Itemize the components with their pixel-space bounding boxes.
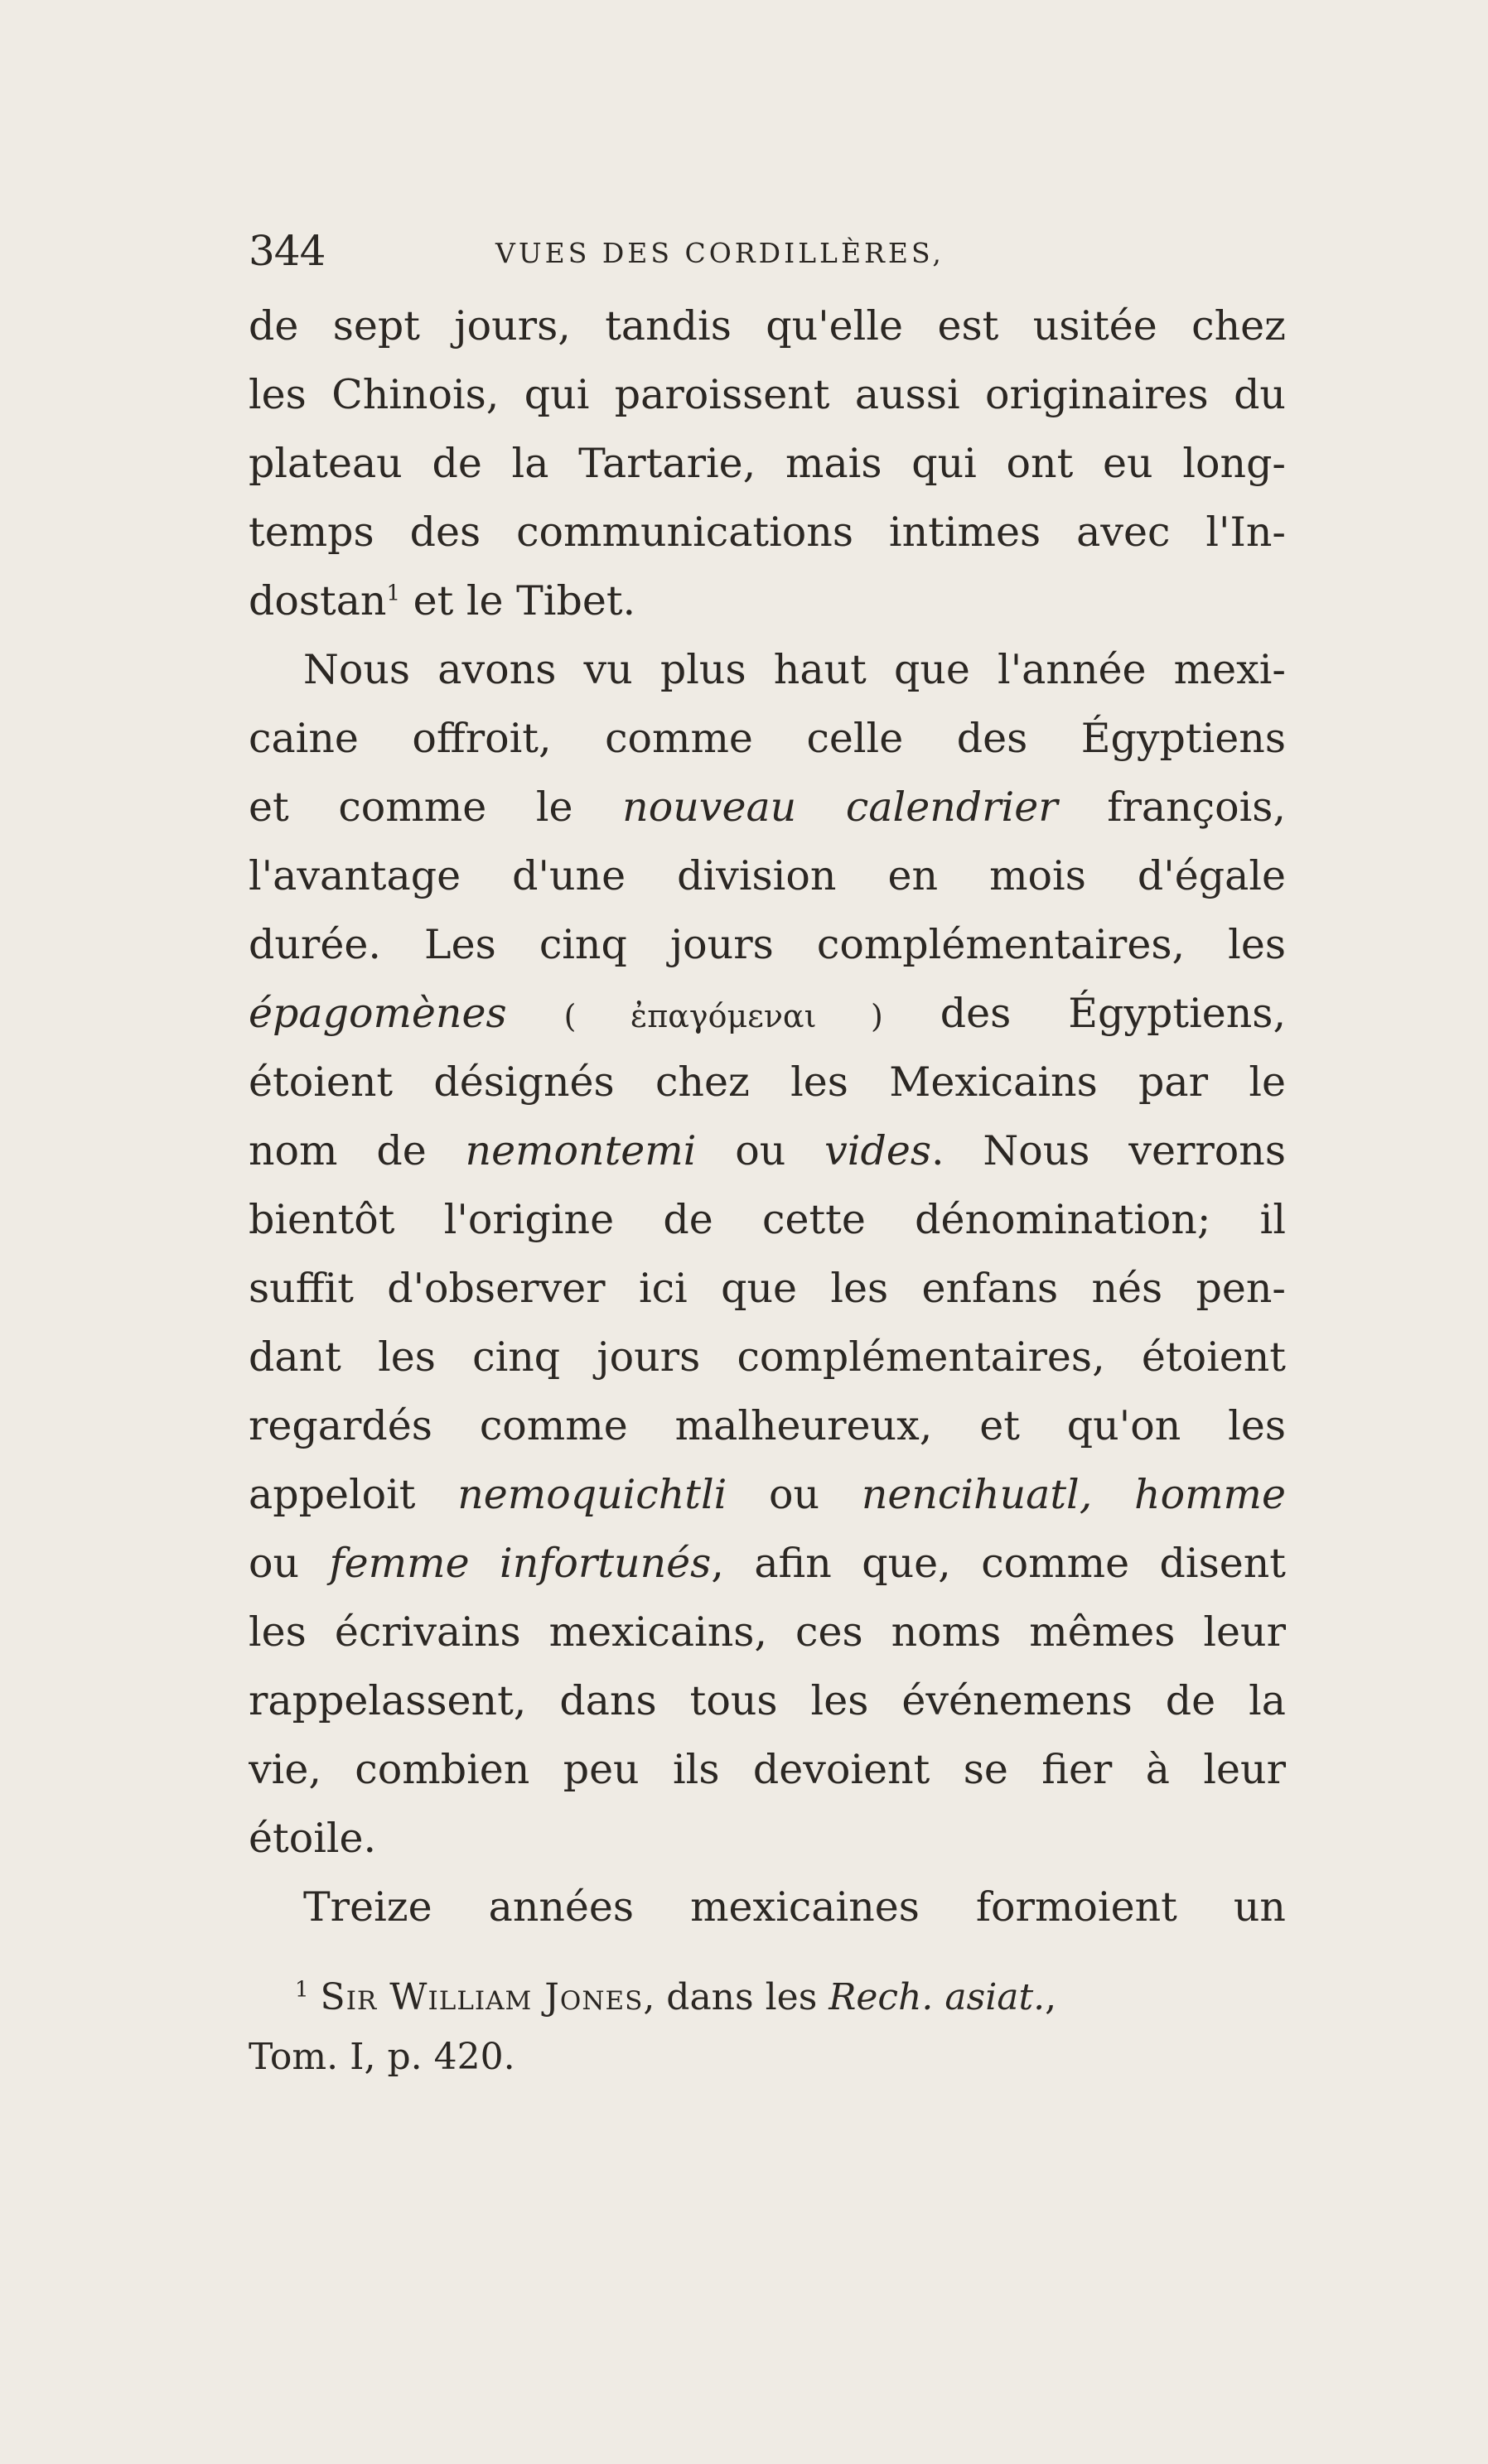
- running-head: VUES DES CORDILLÈRES,: [495, 237, 944, 269]
- footnote-source: Rech. asiat.: [829, 1976, 1046, 2018]
- text-fragment: , dans les: [643, 1976, 829, 2018]
- text-line: [249, 979, 1286, 1048]
- italic-text: épagomènes: [249, 990, 507, 1037]
- text-line: suffit d'observer ici que les enfans nés pen-: [249, 1265, 1286, 1312]
- text-fragment: et comme le: [249, 784, 623, 831]
- footnote-line: [249, 1968, 1307, 2028]
- italic-text: nemoquichtli: [457, 1471, 727, 1518]
- text-line: [249, 1116, 1286, 1185]
- text-line: les Chinois, qui paroissent aussi originaires du: [249, 371, 1286, 418]
- text-fragment: dostan: [249, 577, 387, 624]
- text-line: temps des communications intimes avec l'In-: [249, 509, 1286, 556]
- text-line: Treize années mexicaines formoient un: [303, 1883, 1286, 1931]
- text-line: vie, combien peu ils devoient se fier à leur: [249, 1746, 1286, 1793]
- footnote-number: 1: [295, 1977, 309, 2003]
- text-line: dant les cinq jours complémentaires, étoient: [249, 1333, 1286, 1381]
- page-header: [249, 222, 1292, 280]
- text-line: étoile.: [249, 1815, 377, 1862]
- text-line: [249, 1529, 1286, 1598]
- text-fragment: . Nous verrons: [930, 1127, 1286, 1174]
- footnote-marker: 1: [386, 581, 401, 606]
- text-line: bientôt l'origine de cette dénomination; il: [249, 1196, 1286, 1243]
- text-fragment: ou: [727, 1471, 862, 1518]
- page-number: 344: [249, 227, 326, 275]
- text-fragment: ou: [696, 1127, 825, 1174]
- text-fragment: et le Tibet.: [400, 577, 636, 624]
- text-line: Nous avons vu plus haut que l'année mexi-: [303, 646, 1286, 693]
- text-fragment: des Égyptiens,: [940, 990, 1286, 1037]
- text-line: l'avantage d'une division en mois d'égale: [249, 852, 1286, 899]
- italic-text: vides: [824, 1127, 931, 1174]
- text-fragment: ,: [1045, 1976, 1057, 2018]
- italic-text: nouveau calendrier: [622, 784, 1058, 831]
- text-fragment: françois,: [1057, 784, 1286, 831]
- text-line: [249, 773, 1286, 841]
- text-line: les écrivains mexicains, ces noms mêmes leur: [249, 1608, 1286, 1656]
- greek-text: ( ἐπαγόμεναι ): [563, 998, 883, 1034]
- text-fragment: ou: [249, 1540, 330, 1587]
- text-line: étoient désignés chez les Mexicains par le: [249, 1058, 1286, 1106]
- text-line: de sept jours, tandis qu'elle est usitée chez: [249, 302, 1286, 350]
- italic-text: nencihuatl, homme: [861, 1471, 1286, 1518]
- italic-text: nemontemi: [465, 1127, 697, 1174]
- main-text: [249, 292, 1286, 1941]
- text-line: rappelassent, dans tous les événemens de la: [249, 1677, 1286, 1724]
- text-fragment: nom de: [249, 1127, 466, 1174]
- text-line: durée. Les cinq jours complémentaires, les: [249, 921, 1286, 968]
- footnote-line: Tom. I, p. 420.: [249, 2036, 515, 2078]
- text-line: [249, 1460, 1286, 1529]
- text-line: [249, 567, 1286, 635]
- footnote-author: Sir William Jones: [320, 1976, 644, 2018]
- text-line: plateau de la Tartarie, mais qui ont eu long-: [249, 440, 1286, 487]
- footnote: [249, 1968, 1307, 2087]
- text-fragment: appeloit: [249, 1471, 458, 1518]
- italic-text: femme infortunés: [329, 1540, 712, 1587]
- text-line: regardés comme malheureux, et qu'on les: [249, 1402, 1286, 1449]
- text-line: caine offroit, comme celle des Égyptiens: [249, 715, 1286, 762]
- text-fragment: , afin que, comme disent: [711, 1540, 1286, 1587]
